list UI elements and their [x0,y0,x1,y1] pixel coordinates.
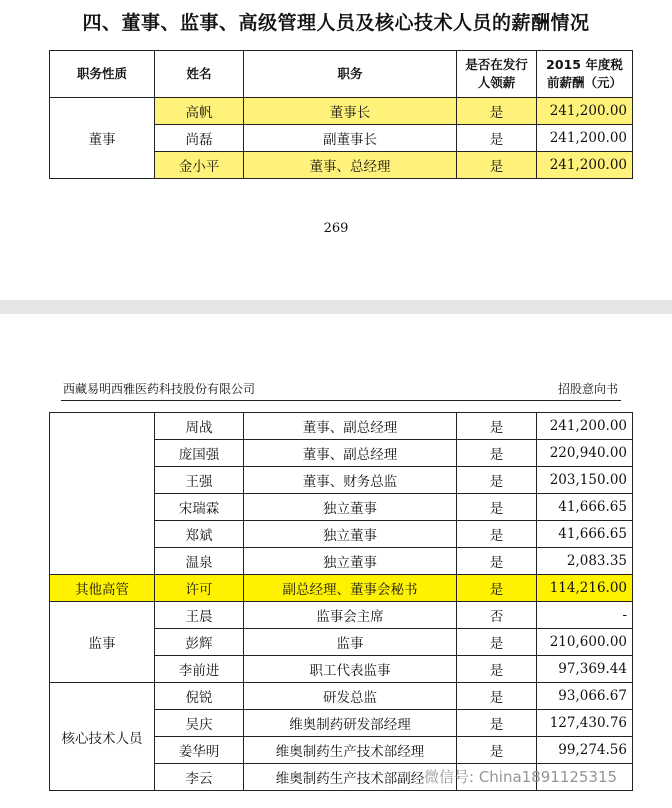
position-cell: 独立董事 [244,494,457,521]
name-cell: 宋瑞霖 [155,494,244,521]
position-cell: 维奥制药生产技术部经理 [244,737,457,764]
paid-cell: 是 [457,98,537,125]
position-cell: 独立董事 [244,548,457,575]
wechat-watermark: 微信号: China1891125315 [424,768,618,786]
paid-cell: 是 [457,494,537,521]
name-cell: 许可 [155,575,244,602]
position-cell: 监事会主席 [244,602,457,629]
table-row [50,413,633,440]
position-cell: 副总经理、董事会秘书 [244,575,457,602]
pay-cell: 241,200.00 [537,413,633,440]
position-cell: 副董事长 [244,125,457,152]
paid-cell: 是 [457,656,537,683]
header-pretax-pay: 2015 年度税前薪酬（元） [537,51,633,98]
group-cell-directors: 董事 [50,98,155,179]
group-cell-other-executives: 其他高管 [50,575,155,602]
name-cell: 庞国强 [155,440,244,467]
pay-cell: 220,940.00 [537,440,633,467]
paid-cell: 是 [457,629,537,656]
page-separator [0,300,672,314]
paid-cell: 否 [457,602,537,629]
pay-cell: 241,200.00 [537,152,633,179]
pay-cell: 203,150.00 [537,467,633,494]
name-cell: 倪锐 [155,683,244,710]
table-header-row [50,51,633,98]
name-cell: 李云 [155,764,244,791]
section-heading: 四、董事、监事、高级管理人员及核心技术人员的薪酬情况 [82,12,590,34]
paid-cell: 是 [457,575,537,602]
pay-cell: 41,666.65 [537,521,633,548]
position-cell: 董事、财务总监 [244,467,457,494]
position-cell: 董事长 [244,98,457,125]
position-cell: 监事 [244,629,457,656]
document-page-2 [0,314,672,808]
pay-cell: - [537,602,633,629]
document-page-1 [0,0,672,300]
paid-cell: 是 [457,683,537,710]
pay-cell: 2,083.35 [537,548,633,575]
name-cell: 彭辉 [155,629,244,656]
compensation-table-part-2 [49,412,633,791]
header-position: 职务 [244,51,457,98]
position-cell: 独立董事 [244,521,457,548]
name-cell: 尚磊 [155,125,244,152]
table-row [50,683,633,710]
pay-cell: 97,369.44 [537,656,633,683]
name-cell: 高帆 [155,98,244,125]
group-cell-core-technical: 核心技术人员 [50,683,155,791]
group-cell-supervisors: 监事 [50,602,155,683]
name-cell: 温泉 [155,548,244,575]
name-cell: 姜华明 [155,737,244,764]
paid-cell: 是 [457,467,537,494]
name-cell: 周战 [155,413,244,440]
paid-cell: 是 [457,710,537,737]
table-row-highlighted [50,575,633,602]
name-cell: 金小平 [155,152,244,179]
page-number: 269 [323,221,349,236]
paid-cell: 是 [457,521,537,548]
position-cell: 董事、副总经理 [244,440,457,467]
name-cell: 李前进 [155,656,244,683]
table-row [50,98,633,125]
pay-cell: 41,666.65 [537,494,633,521]
position-cell: 职工代表监事 [244,656,457,683]
name-cell: 王晨 [155,602,244,629]
running-head-doc-type: 招股意向书 [557,382,618,396]
pay-cell: 99,274.56 [537,737,633,764]
paid-cell: 是 [457,440,537,467]
position-cell: 维奥制药生产技术部副经 [244,764,457,791]
header-paid-by-issuer: 是否在发行人领薪 [457,51,537,98]
position-cell: 研发总监 [244,683,457,710]
paid-cell: 是 [457,413,537,440]
pay-cell: 241,200.00 [537,125,633,152]
header-name: 姓名 [155,51,244,98]
running-head-company: 西藏易明西雅医药科技股份有限公司 [63,382,256,396]
pay-cell: 93,066.67 [537,683,633,710]
pay-cell: 241,200.00 [537,98,633,125]
name-cell: 王强 [155,467,244,494]
position-cell: 维奥制药研发部经理 [244,710,457,737]
position-cell: 董事、副总经理 [244,413,457,440]
name-cell: 吴庆 [155,710,244,737]
position-cell: 董事、总经理 [244,152,457,179]
pay-cell: 210,600.00 [537,629,633,656]
name-cell: 郑斌 [155,521,244,548]
paid-cell: 是 [457,548,537,575]
compensation-table-part-1 [49,50,633,179]
paid-cell: 是 [457,152,537,179]
header-role-type: 职务性质 [50,51,155,98]
table-row [50,602,633,629]
paid-cell: 是 [457,125,537,152]
pay-cell: 127,430.76 [537,710,633,737]
group-cell-directors-continued [50,413,155,575]
pay-cell: 114,216.00 [537,575,633,602]
running-head-rule [61,400,621,401]
paid-cell: 是 [457,737,537,764]
